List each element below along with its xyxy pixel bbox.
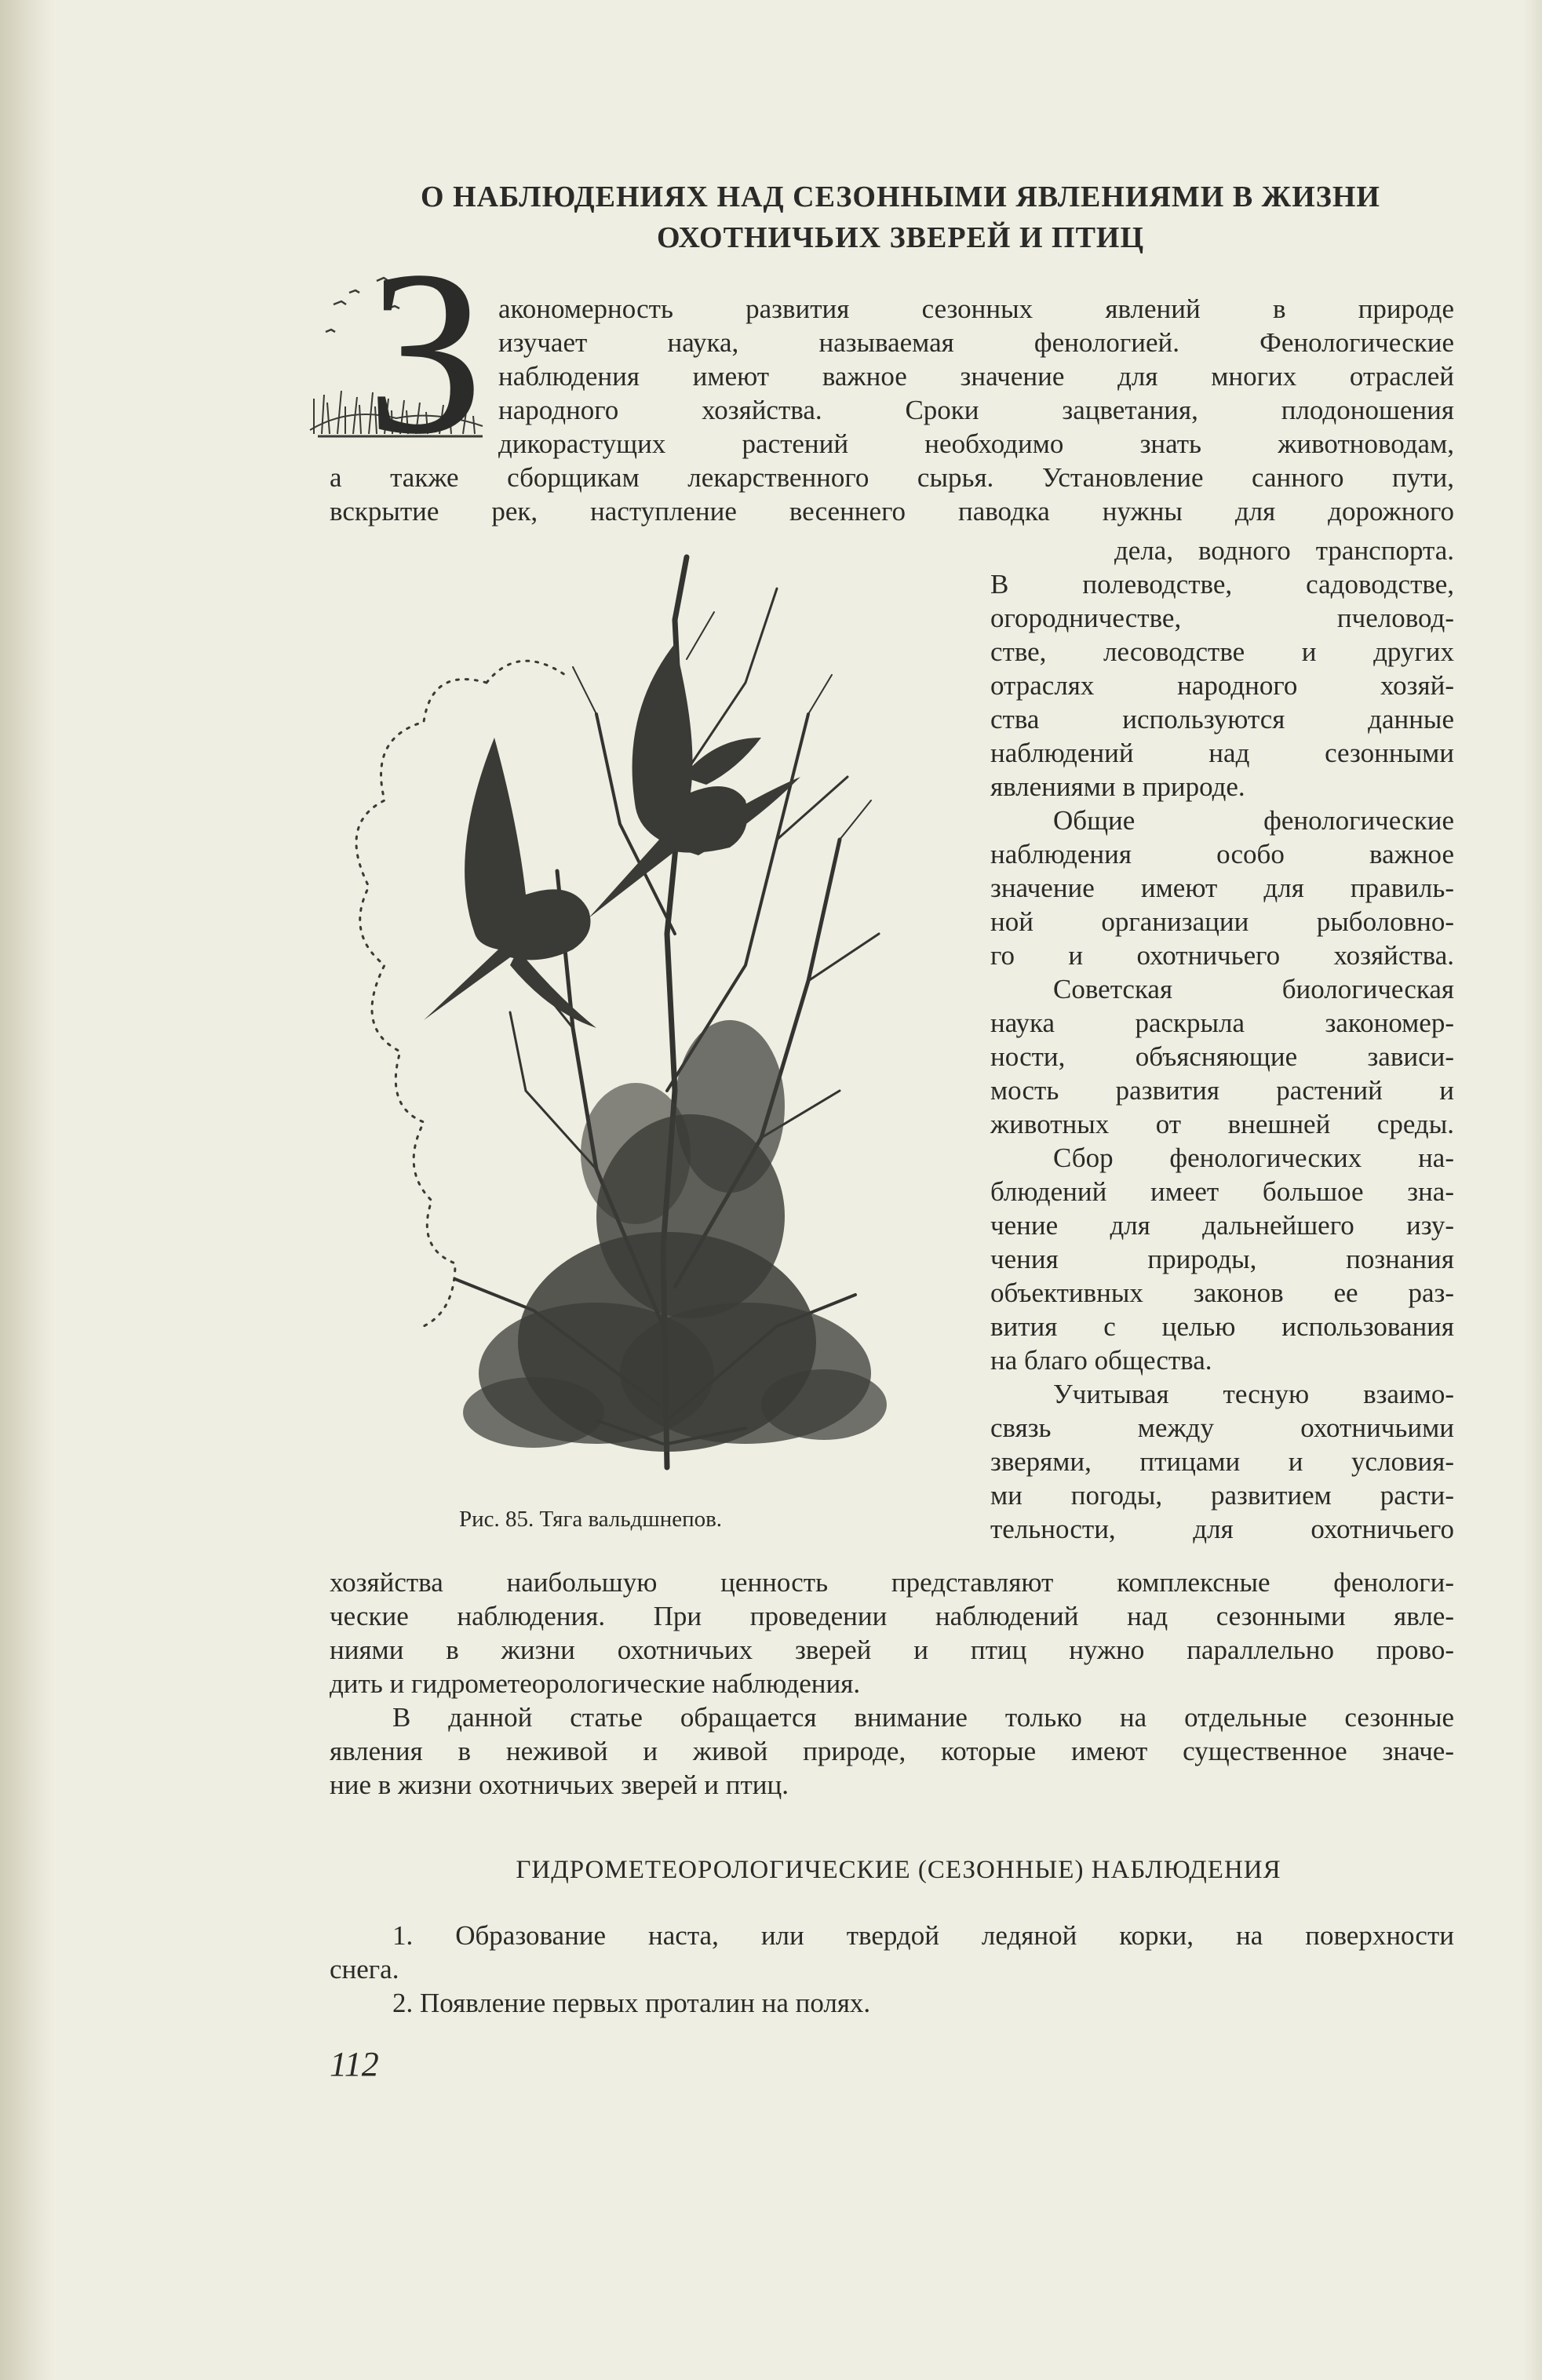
text-line: ства используются данные	[990, 704, 1454, 734]
text-line: наблюдения имеют важное значение для многих отраслей	[498, 361, 1454, 392]
drop-cap-letter: З	[366, 250, 485, 454]
text-line: чения природы, познания	[990, 1244, 1454, 1274]
text-line: дела, водного транспорта.	[1114, 535, 1454, 566]
text-line: животных от внешней среды.	[990, 1109, 1454, 1139]
text-line: хозяйства наибольшую ценность представляют комплексные фенологи-	[330, 1567, 1454, 1598]
text-line: на благо общества.	[990, 1345, 1212, 1376]
drop-cap-illustration	[302, 250, 490, 454]
text-line: ниями в жизни охотничьих зверей и птиц нужно параллельно прово-	[330, 1635, 1454, 1665]
text-line: вития с целью использования	[990, 1311, 1454, 1342]
page-number: 112	[330, 2045, 379, 2083]
text-line: зверями, птицами и условия-	[990, 1446, 1454, 1477]
text-line: явлениями в природе.	[990, 771, 1245, 802]
text-line: стве, лесоводстве и других	[990, 636, 1454, 667]
list-item: 1. Образование наста, или твердой ледяной корки, на поверхности	[392, 1920, 1454, 1951]
text-line: изучает наука, называемая фенологией. Фенологические	[498, 327, 1454, 358]
text-line: ности, объясняющие зависи-	[990, 1041, 1454, 1072]
figure-caption: Рис. 85. Тяга вальдшнепов.	[459, 1507, 723, 1532]
text-line: чение для дальнейшего изу-	[990, 1210, 1454, 1241]
text-line: В полеводстве, садоводстве,	[990, 569, 1454, 600]
text-line: наблюдений над сезонными	[990, 738, 1454, 768]
text-line: отраслях народного хозяй-	[990, 670, 1454, 701]
text-line: наука раскрыла закономер-	[990, 1008, 1454, 1038]
text-line: мость развития растений и	[990, 1075, 1454, 1106]
list-item: снега.	[330, 1954, 399, 1985]
text-line: ческие наблюдения. При проведении наблюдений над сезонными явле-	[330, 1601, 1454, 1631]
text-line: Учитывая тесную взаимо-	[1053, 1379, 1454, 1409]
page-edge	[1523, 0, 1542, 2380]
article-title	[334, 177, 1467, 258]
text-line: Советская биологическая	[1053, 974, 1454, 1004]
text-line: ной организации рыболовно-	[990, 906, 1454, 937]
text-line: вскрытие рек, наступление весеннего паводка нужны для дорожного	[330, 496, 1454, 527]
title-line-1: О НАБЛЮДЕНИЯХ НАД СЕЗОННЫМИ ЯВЛЕНИЯМИ В ЖИЗНИ	[421, 180, 1380, 213]
text-line: явления в неживой и живой природе, которые имеют существенное значе-	[330, 1736, 1454, 1766]
section-heading: ГИДРОМЕТЕОРОЛОГИЧЕСКИЕ (СЕЗОННЫЕ) НАБЛЮДЕНИЯ	[516, 1856, 1281, 1884]
text-line: Общие фенологические	[1053, 805, 1454, 836]
text-line: В данной статье обращается внимание только на отдельные сезонные	[392, 1702, 1454, 1733]
page-gutter-shadow	[0, 0, 55, 2380]
text-line: дикорастущих растений необходимо знать животноводам,	[498, 428, 1454, 459]
woodcock-illustration	[337, 541, 965, 1499]
text-line: связь между охотничьими	[990, 1412, 1454, 1443]
text-line: Сбор фенологических на-	[1053, 1143, 1454, 1173]
woodcock-silhouette-left	[424, 738, 596, 1028]
text-line: народного хозяйства. Сроки зацветания, плодоношения	[498, 395, 1454, 425]
text-line: ние в жизни охотничьих зверей и птиц.	[330, 1770, 789, 1800]
text-line: наблюдения особо важное	[990, 839, 1454, 869]
text-line: ми погоды, развитием расти-	[990, 1480, 1454, 1511]
text-line: дить и гидрометеорологические наблюдения.	[330, 1668, 861, 1699]
text-line: объективных законов ее раз-	[990, 1277, 1454, 1308]
text-line: го и охотничьего хозяйства.	[990, 940, 1454, 971]
title-line-2: ОХОТНИЧЬИХ ЗВЕРЕЙ И ПТИЦ	[656, 221, 1145, 254]
text-line: а также сборщикам лекарственного сырья. Установление санного пути,	[330, 462, 1454, 493]
text-line: акономерность развития сезонных явлений в природе	[498, 293, 1454, 324]
dotted-cloud-outline	[356, 661, 565, 1326]
list-item: 2. Появление первых проталин на полях.	[392, 1988, 871, 2018]
text-line: значение имеют для правиль-	[990, 873, 1454, 903]
text-line: блюдений имеет большое зна-	[990, 1176, 1454, 1207]
text-line: тельности, для охотничьего	[990, 1514, 1454, 1544]
text-line: огородничестве, пчеловод-	[990, 603, 1454, 633]
